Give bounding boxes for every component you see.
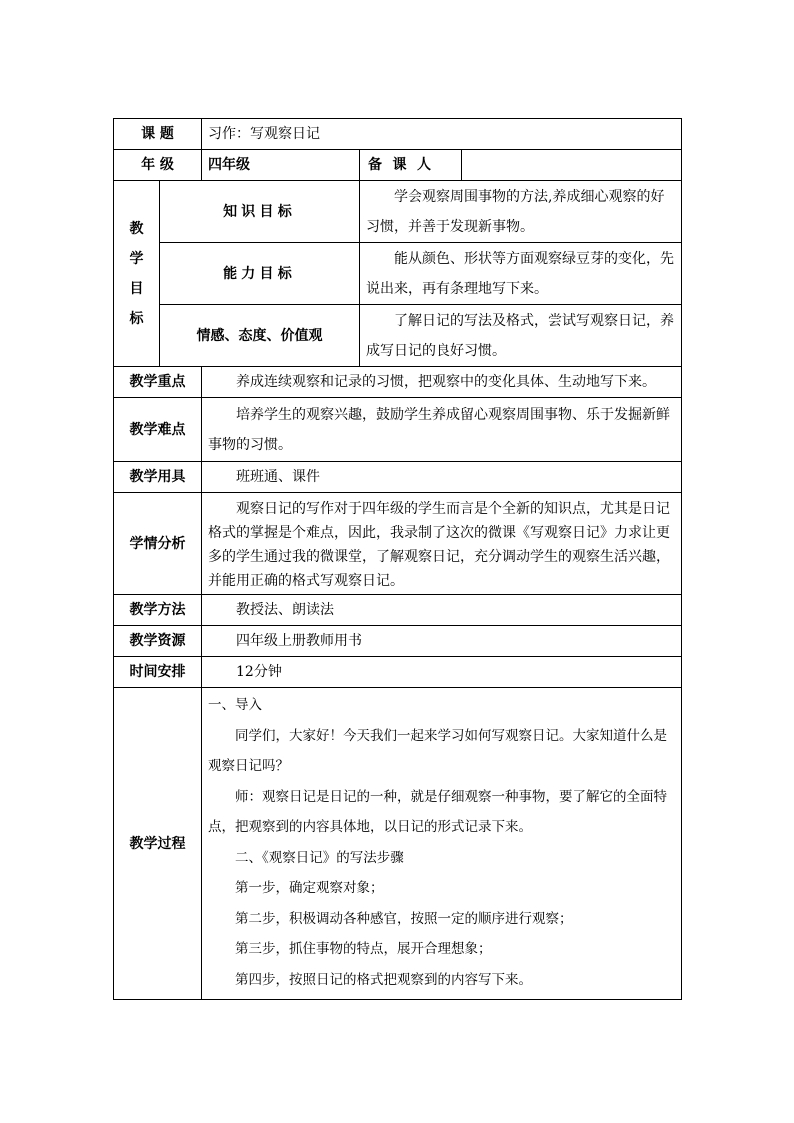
- key-point-row: [114, 367, 682, 398]
- objectives-char-3: 目: [129, 280, 144, 297]
- key-point-label: 教学重点: [114, 367, 202, 398]
- objective-label-knowledge: 知识目标: [160, 181, 360, 243]
- process-line: 师：观察日记是日记的一种，就是仔细观察一种事物，要了解它的全面特点，把观察到的内容具体地，以日记的形式记录下来。: [208, 788, 667, 835]
- objectives-char-2: 学: [129, 250, 144, 267]
- process-line: 第四步，按照日记的格式把观察到的内容写下来。: [235, 971, 532, 988]
- analysis-row: [114, 493, 682, 595]
- method-row: [114, 595, 682, 626]
- process-line: 第二步，积极调动各种感官，按照一定的顺序进行观察；: [235, 910, 573, 927]
- resources-row: [114, 626, 682, 657]
- objective-text-ability: 能从颜色、形状等方面观察绿豆芽的变化，先说出来，再有条理地写下来。: [360, 243, 682, 305]
- tools-row: [114, 462, 682, 493]
- process-content: [202, 688, 682, 1000]
- topic-label: 课 题: [114, 119, 202, 150]
- analysis-label: 学情分析: [114, 493, 202, 595]
- resources-text: 四年级上册教师用书: [202, 626, 682, 657]
- objectives-group-label: [114, 181, 160, 367]
- resources-label: 教学资源: [114, 626, 202, 657]
- objectives-char-1: 教: [129, 220, 144, 237]
- process-line: 第一步，确定观察对象；: [235, 880, 384, 896]
- time-row: [114, 657, 682, 688]
- objectives-char-4: 标: [129, 310, 144, 327]
- difficulty-label: 教学难点: [114, 398, 202, 462]
- analysis-text: 观察日记的写作对于四年级的学生而言是个全新的知识点，尤其是日记格式的掌握是个难点，因此，我录制了这次的微课《写观察日记》力求让更多的学生通过我的微课堂，了解观察日记，充分调动学生的观察生活兴趣，并能用正确的格式写观察日记。: [202, 493, 682, 595]
- objective-row-emotion: [114, 305, 682, 367]
- grade-row: [114, 150, 682, 181]
- teacher-value: [462, 150, 682, 181]
- objective-text-emotion: 了解日记的写法及格式，尝试写观察日记，养成写日记的良好习惯。: [360, 305, 682, 367]
- method-label: 教学方法: [114, 595, 202, 626]
- objective-label-ability: 能力目标: [160, 243, 360, 305]
- difficulty-text: 培养学生的观察兴趣，鼓励学生养成留心观察周围事物、乐于发掘新鲜事物的习惯。: [202, 398, 682, 462]
- process-row: [114, 688, 682, 1000]
- process-label: 教学过程: [114, 688, 202, 1000]
- method-text: 教授法、朗读法: [202, 595, 682, 626]
- time-text: 12分钟: [202, 657, 682, 688]
- process-line: 第三步，抓住事物的特点，展开合理想象；: [235, 941, 492, 957]
- process-line: 同学们，大家好！今天我们一起来学习如何写观察日记。大家知道什么是观察日记吗？: [208, 727, 667, 774]
- objective-text-knowledge: 学会观察周围事物的方法,养成细心观察的好习惯，并善于发现新事物。: [360, 181, 682, 243]
- time-label: 时间安排: [114, 657, 202, 688]
- key-point-text: 养成连续观察和记录的习惯，把观察中的变化具体、生动地写下来。: [202, 367, 682, 398]
- tools-text: 班班通、课件: [202, 462, 682, 493]
- grade-value: 四年级: [202, 150, 360, 181]
- tools-label: 教学用具: [114, 462, 202, 493]
- objective-row-ability: [114, 243, 682, 305]
- process-line: 一、导入: [208, 697, 262, 713]
- topic-row: [114, 119, 682, 150]
- objective-row-knowledge: [114, 181, 682, 243]
- topic-value: 习作：写观察日记: [202, 119, 682, 150]
- grade-label: 年 级: [114, 150, 202, 181]
- lesson-plan-table: [113, 118, 682, 1000]
- objective-label-emotion: 情感、态度、价值观: [160, 305, 360, 367]
- teacher-label: 备 课 人: [360, 150, 462, 181]
- process-line: 二、《观察日记》的写法步骤: [235, 849, 404, 866]
- difficulty-row: [114, 398, 682, 462]
